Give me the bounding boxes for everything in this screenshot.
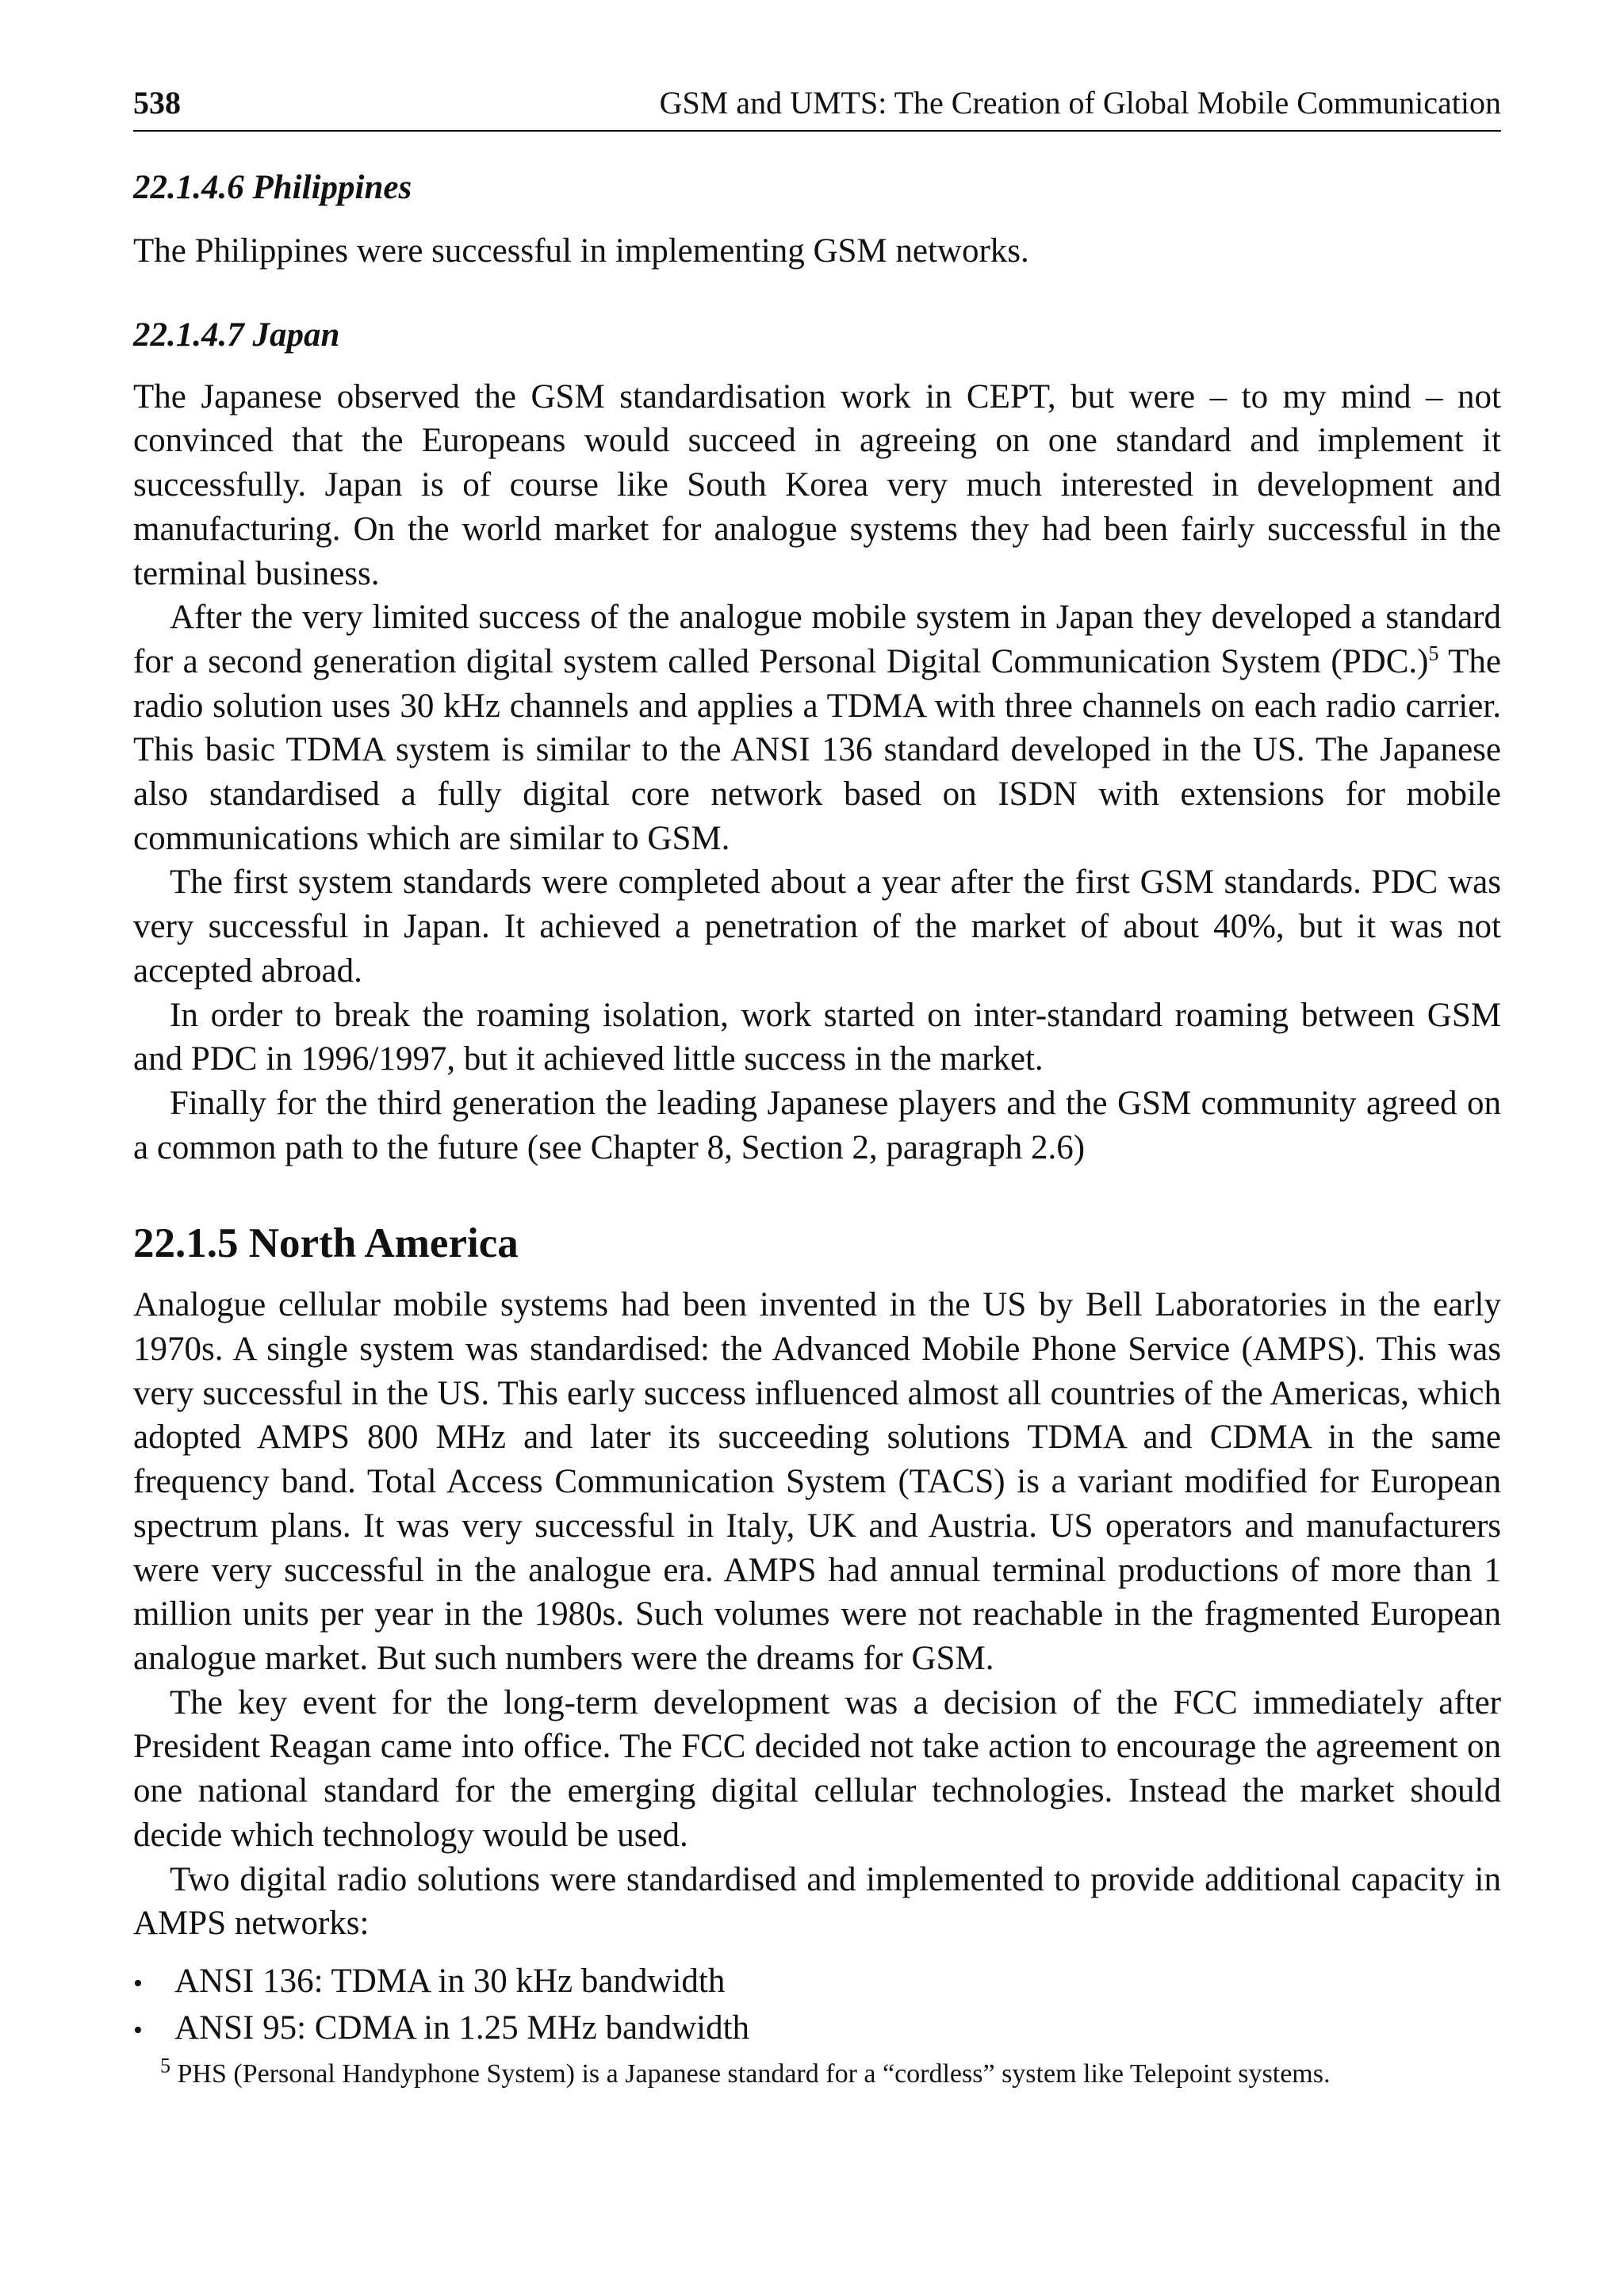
japan-paragraph-1: The Japanese observed the GSM standardisation work in CEPT, but were – to my mind – not convinced that the Europeans would succeed in agreeing on one standard and implement it successfully. Japan is of course like South Korea very much interested in development and manufacturing. On the world market for analogue systems they had been fairly successful in the terminal business.	[133, 377, 1501, 592]
japan-heading: 22.1.4.7 Japan	[133, 316, 340, 354]
page-number: 538	[133, 85, 181, 121]
footnote-number: 5	[160, 2054, 170, 2077]
list-item	[133, 2006, 1501, 2053]
japan-paragraph-3: The first system standards were completed about a year after the first GSM standards. PDC was very successful in Japan. It achieved a penetration of the market of about 40%, but it was not accepted abroad.	[133, 864, 1501, 990]
bullet-icon: •	[133, 2015, 143, 2045]
japan-paragraph-2-text-end: The radio solution uses 30 kHz channels and applies a TDMA with three channels on each radio carrier. This basic TDMA system is similar to the ANSI 136 standard developed in the US. The Japanese also standardised a fully digital core network based on ISDN with extensions for mobile communications which are similar to GSM.	[133, 642, 1501, 857]
japan-paragraph-5: Finally for the third generation the leading Japanese players and the GSM community agreed on a common path to the future (see Chapter 8, Section 2, paragraph 2.6)	[133, 1084, 1501, 1166]
north-america-paragraph-3: Two digital radio solutions were standardised and implemented to provide additional capacity in AMPS networks:	[133, 1860, 1501, 1943]
list-item-text: ANSI 95: CDMA in 1.25 MHz bandwidth	[174, 2009, 750, 2047]
japan-paragraph-2-text-start: After the very limited success of the analogue mobile system in Japan they developed a standard for a second generation digital system called Personal Digital Communication System (PDC.)	[133, 599, 1501, 680]
japan-paragraph-2	[133, 595, 1501, 860]
north-america-paragraph-2: The key event for the long-term development was a decision of the FCC immediately after President Reagan came into office. The FCC decided not take action to encourage the agreement on one national standard for the emerging digital cellular technologies. Instead the market should decide which technology would be used.	[133, 1683, 1501, 1854]
north-america-paragraph-1: Analogue cellular mobile systems had been invented in the US by Bell Laboratories in the early 1970s. A single system was standardised: the Advanced Mobile Phone Service (AMPS). This was very successful in the US. This early success influenced almost all countries of the Americas, which adopted AMPS 800 MHz and later its succeeding solutions TDMA and CDMA in the same frequency band. Total Access Communication System (TACS) is a variant modified for European spectrum plans. It was very successful in Italy, UK and Austria. US operators and manufacturers were very successful in the analogue era. AMPS had annual terminal productions of more than 1 million units per year in the 1980s. Such volumes were not reachable in the fragmented European analogue market. But such numbers were the dreams for GSM.	[133, 1286, 1501, 1677]
footnote	[133, 2055, 1501, 2093]
list-item-text: ANSI 136: TDMA in 30 kHz bandwidth	[174, 1962, 726, 2000]
footnote-reference: 5	[1428, 641, 1439, 665]
running-header	[133, 79, 1501, 132]
book-page	[133, 79, 1501, 2093]
running-title: GSM and UMTS: The Creation of Global Mobile Communication	[659, 85, 1501, 121]
list-item	[133, 1959, 1501, 2006]
bullet-list	[133, 1959, 1501, 2052]
philippines-paragraph: The Philippines were successful in implementing GSM networks.	[133, 232, 1029, 270]
philippines-heading: 22.1.4.6 Philippines	[133, 169, 412, 206]
north-america-heading: 22.1.5 North America	[133, 1220, 519, 1267]
footnote-text: PHS (Personal Handyphone System) is a Japanese standard for a “cordless” system like Telepoint systems.	[170, 2059, 1331, 2089]
japan-paragraph-4: In order to break the roaming isolation, work started on inter-standard roaming between GSM and PDC in 1996/1997, but it achieved little success in the market.	[133, 996, 1501, 1078]
bullet-icon: •	[133, 1968, 143, 1998]
